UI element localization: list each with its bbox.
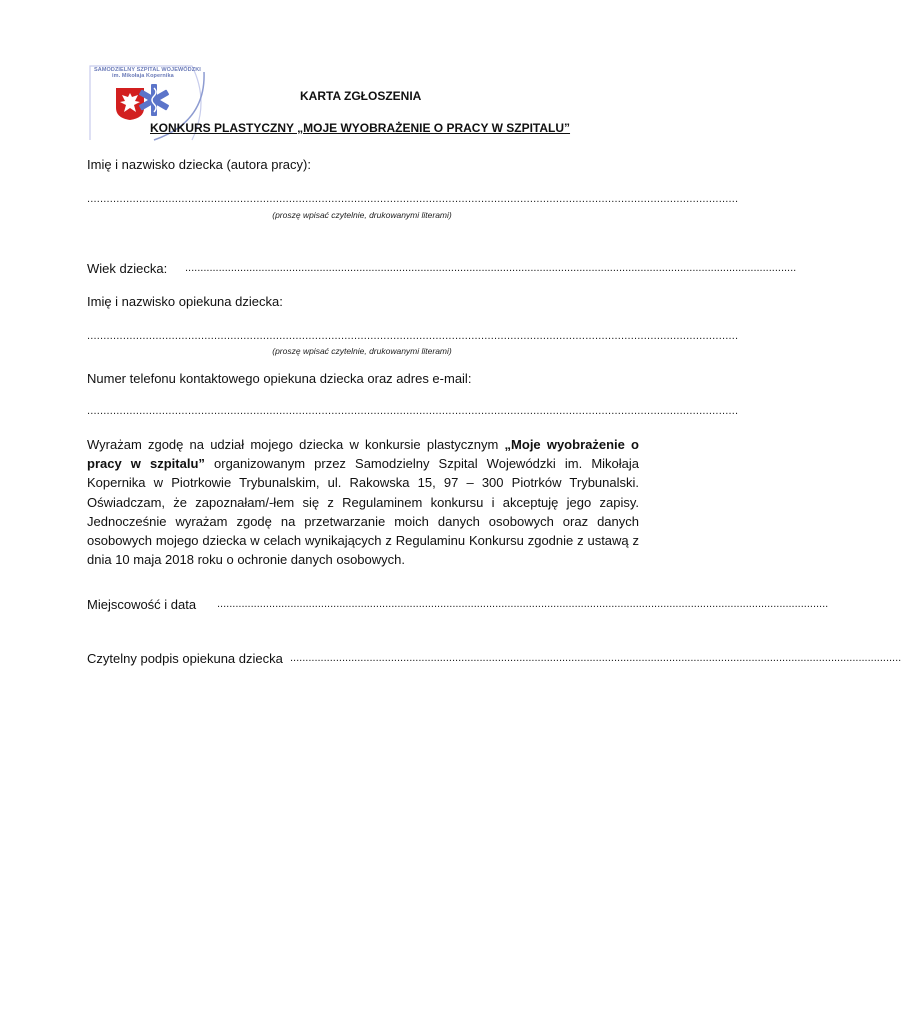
child-name-hint: (proszę wpisać czytelnie, drukowanymi literami): [272, 210, 452, 220]
signature-label: Czytelny podpis opiekuna dziecka: [87, 651, 283, 666]
page-subtitle: KONKURS PLASTYCZNY „MOJE WYOBRAŻENIE O PRACY W SZPITALU”: [150, 121, 571, 135]
consent-text-2: organizowanym przez Samodzielny Szpital Wojewódzki im. Mikołaja Kopernika w Piotrkowie Trybunalskim, ul. Rakowska 15, 97 – 300 Piotrków Trybunalski. Oświadczam, że zapoznałam/-łem się z Regulaminem konkursu i akceptuję jego zapisy. Jednocześnie wyrażam zgodę na przetwarzanie moich danych osobowych oraz danych osobowych mojego dziecka w celach wynikających z Regulaminu Konkursu zgodnie z ustawą z dnia 10 maja 2018 roku o ochronie danych osobowych.: [87, 456, 640, 568]
star-of-life-icon: [139, 80, 169, 120]
guardian-name-field[interactable]: ........................................................................................................................................................................................................: [87, 330, 739, 342]
logo-line1: SAMODZIELNY SZPITAL WOJEWÓDZKI: [94, 67, 201, 73]
child-name-field[interactable]: ........................................................................................................................................................................................................: [87, 193, 739, 205]
guardian-name-hint: (proszę wpisać czytelnie, drukowanymi literami): [272, 346, 452, 356]
consent-statement: [87, 435, 639, 569]
place-date-label: Miejscowość i data: [87, 597, 197, 612]
consent-text-1: Wyrażam zgodę na udział mojego dziecka w konkursie plastycznym: [87, 437, 505, 452]
contact-label: Numer telefonu kontaktowego opiekuna dziecka oraz adres e-mail:: [87, 371, 472, 386]
place-date-field[interactable]: ........................................................................................................................................................................................................: [217, 598, 829, 610]
child-name-label: Imię i nazwisko dziecka (autora pracy):: [87, 157, 311, 172]
signature-field[interactable]: ........................................................................................................................................................................................................: [290, 652, 901, 664]
child-age-field[interactable]: ........................................................................................................................................................................................................: [185, 262, 797, 274]
logo-text: [94, 67, 201, 79]
contact-field[interactable]: ........................................................................................................................................................................................................: [87, 405, 739, 417]
logo-line2: im. Mikołaja Kopernika: [112, 73, 174, 79]
guardian-name-label: Imię i nazwisko opiekuna dziecka:: [87, 294, 283, 309]
page-title: KARTA ZGŁOSZENIA: [300, 89, 422, 103]
child-age-label: Wiek dziecka:: [87, 261, 168, 276]
contest-name: „Moje wyobrażenie o pracy w szpitalu”: [87, 437, 639, 472]
